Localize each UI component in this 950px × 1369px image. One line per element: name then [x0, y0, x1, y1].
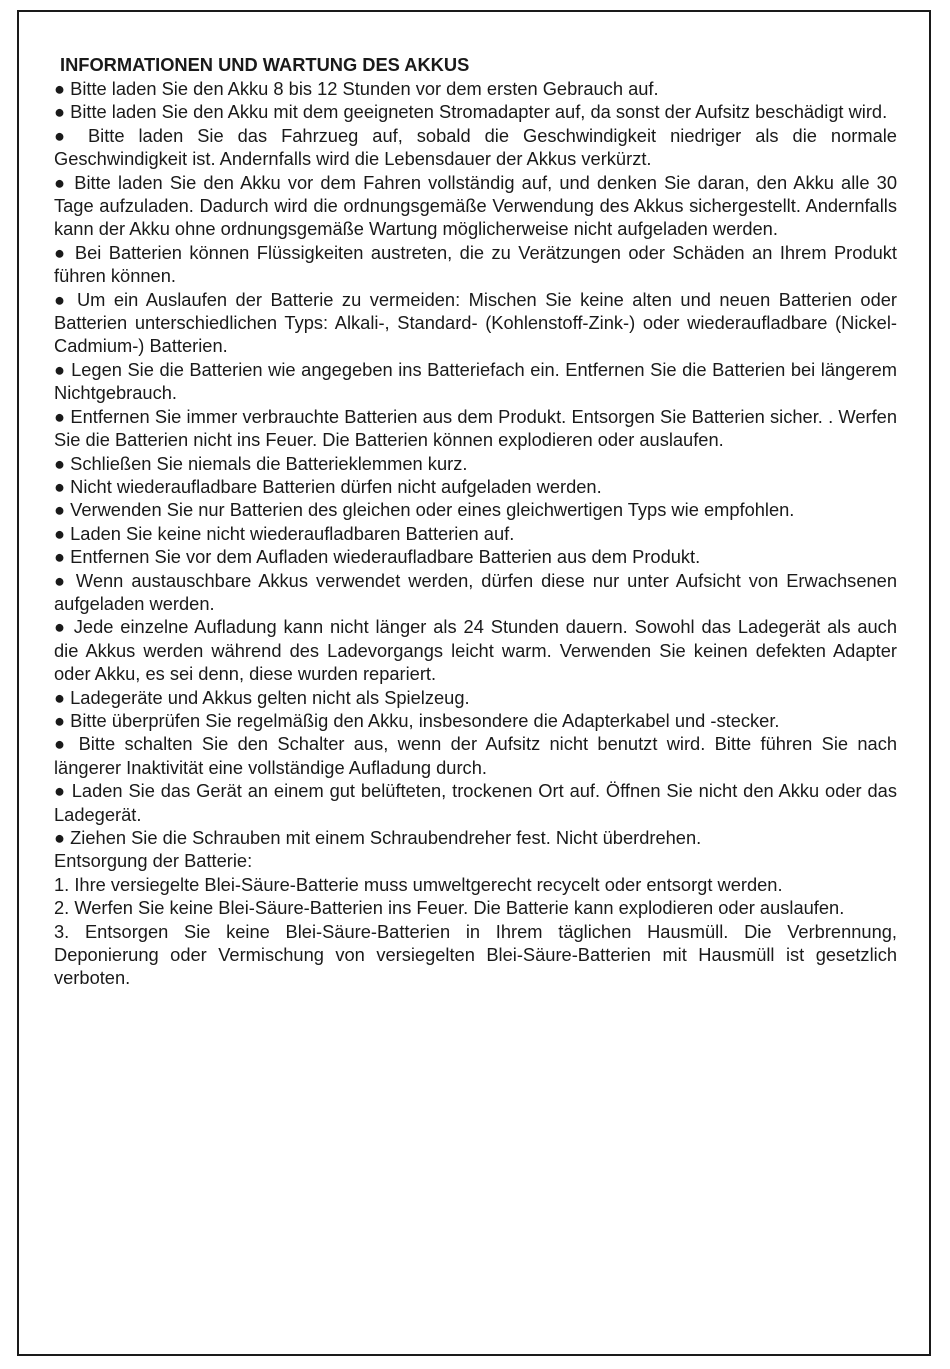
list-item-text: Bitte laden Sie den Akku 8 bis 12 Stunden vor dem ersten Gebrauch auf.: [70, 78, 659, 99]
list-item: [54, 100, 897, 123]
list-item-text: Laden Sie das Gerät an einem gut belüfteten, trockenen Ort auf. Öffnen Sie nicht den Akku oder das Ladegerät.: [54, 780, 897, 825]
list-item-text: Legen Sie die Batterien wie angegeben ins Batteriefach ein. Entfernen Sie die Batterien bei längerem Nichtgebrauch.: [54, 358, 897, 404]
list-item: [54, 826, 897, 849]
list-item-text: Um ein Auslaufen der Batterie zu vermeiden: Mischen Sie keine alten und neuen Batterien oder Batterien unterschiedlichen Typs: Alkali-, Standard- (Kohlenstoff-Zink-) oder wiederaufladbare (Nickel-Cadmium-) Batterien.: [54, 288, 897, 357]
bullet-icon: ●: [54, 616, 67, 638]
bullet-icon: ●: [54, 358, 66, 380]
list-item-text: Bei Batterien können Flüssigkeiten austreten, die zu Verätzungen oder Schäden an Ihrem Produkt führen können.: [54, 241, 897, 287]
bullet-icon: ●: [54, 124, 74, 146]
list-item: [54, 522, 897, 545]
disposal-heading: Entsorgung der Batterie:: [54, 850, 253, 872]
disposal-item: 2. Werfen Sie keine Blei-Säure-Batterien ins Feuer. Die Batterie kann explodieren oder auslaufen.: [54, 897, 845, 919]
list-item: [54, 709, 897, 732]
list-item: [54, 452, 897, 475]
list-item: [54, 475, 897, 498]
bullet-icon: ●: [54, 780, 66, 802]
list-item: [54, 732, 897, 779]
list-item: [54, 171, 897, 241]
bullet-icon: ●: [54, 827, 66, 848]
list-item-text: Verwenden Sie nur Batterien des gleichen oder eines gleichwertigen Typs wie empfohlen.: [70, 499, 795, 521]
list-item-text: Schließen Sie niemals die Batterieklemmen kurz.: [70, 452, 468, 474]
list-item: [54, 615, 897, 685]
list-item-text: Bitte überprüfen Sie regelmäßig den Akku, insbesondere die Adapterkabel und -stecker.: [70, 709, 780, 731]
disposal-item: 3. Entsorgen Sie keine Blei-Säure-Batterien in Ihrem täglichen Hausmüll. Die Verbrennung, Deponierung oder Vermischung von versiegelten Blei-Säure-Batterien mit Hausmüll ist gesetzlich verboten.: [54, 920, 897, 989]
bullet-icon: ●: [54, 78, 66, 99]
list-item-text: Entfernen Sie immer verbrauchte Batterien aus dem Produkt. Entsorgen Sie Batterien sicher. . Werfen Sie die Batterien nicht ins Feuer. Die Batterien können explodieren oder auslaufen.: [54, 405, 897, 451]
list-item: [54, 358, 897, 405]
list-item: [54, 779, 897, 826]
document-body: [54, 53, 897, 990]
list-item-text: Bitte laden Sie den Akku mit dem geeigneten Stromadapter auf, da sonst der Aufsitz beschädigt wird.: [70, 101, 888, 123]
bullet-icon: ●: [54, 522, 66, 544]
disposal-item: 1. Ihre versiegelte Blei-Säure-Batterie muss umweltgerecht recycelt oder entsorgt werden.: [54, 873, 783, 895]
list-item-text: Nicht wiederaufladbare Batterien dürfen nicht aufgeladen werden.: [70, 475, 602, 497]
list-item-text: Wenn austauschbare Akkus verwendet werden, dürfen diese nur unter Aufsicht von Erwachsenen aufgeladen werden.: [54, 569, 897, 614]
list-item-text: Jede einzelne Aufladung kann nicht länger als 24 Stunden dauern. Sowohl das Ladegerät als auch die Akkus werden während des Ladevorgangs leicht warm. Verwenden Sie keinen defekten Adapter oder Akku, es sei denn, diese wurden repariert.: [54, 616, 897, 685]
page-title: INFORMATIONEN UND WARTUNG DES AKKUS: [60, 54, 470, 75]
bullet-icon: ●: [54, 288, 69, 310]
list-item: [54, 124, 897, 171]
bullet-icon: ●: [54, 171, 68, 193]
list-item: [54, 405, 897, 452]
list-item: [54, 498, 897, 521]
list-item: [54, 77, 897, 100]
bullet-icon: ●: [54, 499, 66, 521]
bullet-icon: ●: [54, 241, 68, 263]
list-item-text: Bitte laden Sie den Akku vor dem Fahren vollständig auf, und denken Sie daran, den Akku alle 30 Tage aufzuladen. Dadurch wird die ordnungsgemäße Verwendung des Akkus sichergestellt. Andernfalls kann der Akku ohne ordnungsgemäße Wartung möglicherweise nicht aufgeladen werden.: [54, 171, 897, 240]
disposal-list: [54, 873, 897, 990]
bullet-icon: ●: [54, 733, 70, 755]
list-item-text: Ladegeräte und Akkus gelten nicht als Spielzeug.: [70, 686, 470, 708]
list-item: [54, 241, 897, 288]
bullet-icon: ●: [54, 452, 66, 474]
bullet-list: [54, 77, 897, 849]
bullet-icon: ●: [54, 686, 66, 708]
list-item-text: Entfernen Sie vor dem Aufladen wiederaufladbare Batterien aus dem Produkt.: [70, 546, 701, 568]
list-item-text: Ziehen Sie die Schrauben mit einem Schraubendreher fest. Nicht überdrehen.: [70, 827, 702, 848]
list-item-text: Bitte schalten Sie den Schalter aus, wenn der Aufsitz nicht benutzt wird. Bitte führen Sie nach längerer Inaktivität eine vollständige Aufladung durch.: [54, 733, 897, 778]
list-item: [54, 686, 897, 709]
list-item-text: Bitte laden Sie das Fahrzueg auf, sobald die Geschwindigkeit niedriger als die normale Geschwindigkeit ist. Andernfalls wird die Lebensdauer der Akkus verkürzt.: [54, 124, 897, 170]
bullet-icon: ●: [54, 546, 66, 568]
list-item-text: Laden Sie keine nicht wiederaufladbaren Batterien auf.: [70, 522, 515, 544]
list-item: [54, 545, 897, 568]
bullet-icon: ●: [54, 101, 66, 123]
list-item: [54, 288, 897, 358]
bullet-icon: ●: [54, 569, 68, 591]
bullet-icon: ●: [54, 709, 66, 731]
bullet-icon: ●: [54, 475, 66, 497]
list-item: [54, 569, 897, 616]
bullet-icon: ●: [54, 405, 66, 427]
